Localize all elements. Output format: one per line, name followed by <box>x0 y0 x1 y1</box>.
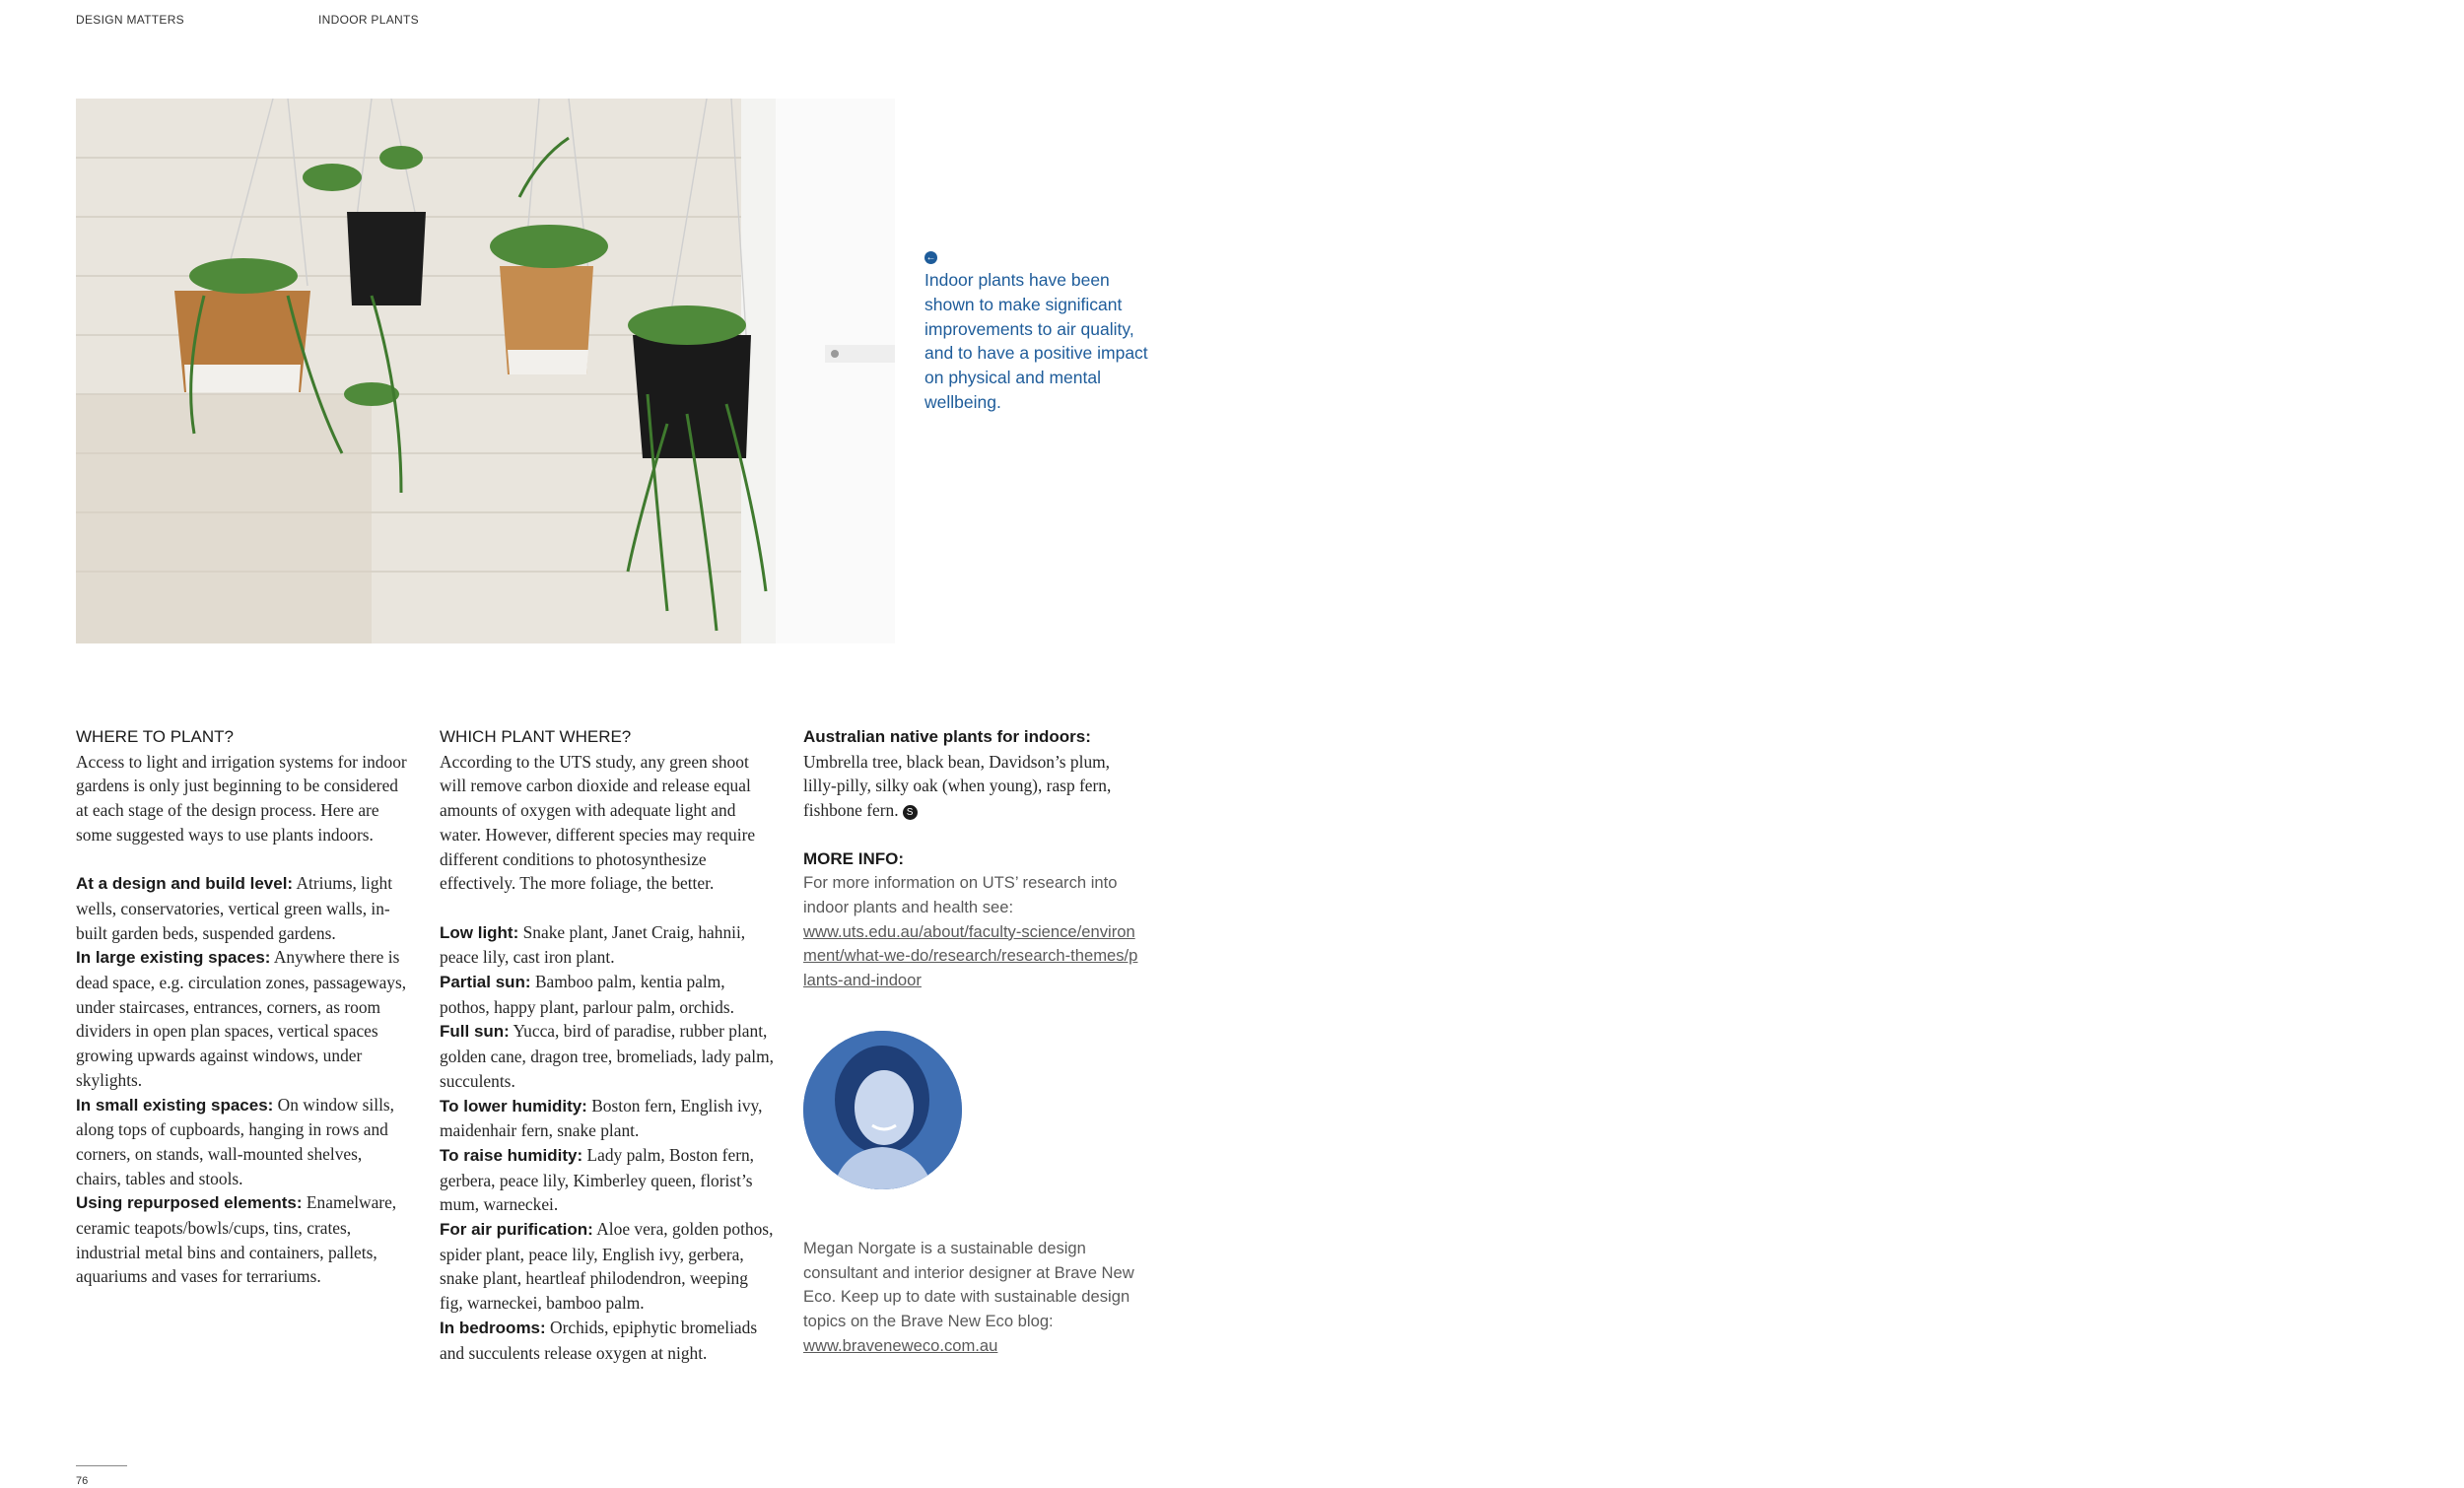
item-label: To lower humidity: <box>440 1096 587 1116</box>
caption-text: Indoor plants have been shown to make significant improvements to air quality, and to have a positive impact on physical and mental wellbeing. <box>924 270 1148 412</box>
which-plant-intro: According to the UTS study, any green shoot will remove carbon dioxide and release equal amounts of oxygen with adequate light and water. However, different species may require different conditions to photosynthesize effectively. The more foliage, the better. <box>440 751 756 894</box>
list-item: Partial sun: Bamboo palm, kentia palm, pothos, happy plant, parlour palm, orchids. <box>440 972 734 1017</box>
uts-research-link[interactable]: www.uts.edu.au/about/faculty-science/environment/what-we-do/research/research-themes/plants-and-indoor <box>803 921 1138 990</box>
hanging-plants-photo <box>76 99 895 643</box>
footer-rule <box>76 1465 127 1466</box>
arrow-left-icon: ← <box>925 252 936 263</box>
list-item: Full sun: Yucca, bird of paradise, rubber plant, golden cane, dragon tree, bromeliads, lady palm, succulents. <box>440 1021 774 1091</box>
natives-text-block <box>803 750 1138 823</box>
where-to-plant-column <box>76 725 411 1289</box>
which-plant-heading: WHICH PLANT WHERE? <box>440 727 632 746</box>
author-bio <box>803 1237 1138 1359</box>
list-item: At a design and build level: Atriums, light wells, conservatories, vertical green walls, in-built garden beds, suspended gardens. <box>76 873 393 943</box>
list-item: To lower humidity: Boston fern, English ivy, maidenhair fern, snake plant. <box>440 1095 763 1141</box>
item-label: For air purification: <box>440 1220 593 1240</box>
list-item: In large existing spaces: Anywhere there is dead space, e.g. circulation zones, passageways, under staircases, entrances, corners, as room dividers in open plan spaces, vertical spaces growing upwards against windows, under skylights. <box>76 947 407 1090</box>
list-item: To raise humidity: Lady palm, Boston fern, gerbera, peace lily, Kimberley queen, florist’s mum, warneckei. <box>440 1144 755 1215</box>
list-item: For air purification: Aloe vera, golden pothos, spider plant, peace lily, English ivy, gerbera, snake plant, heartleaf philodendron, weeping fig, warneckei, bamboo palm. <box>440 1219 774 1314</box>
photo-caption <box>924 242 1161 415</box>
list-item: Low light: Snake plant, Janet Craig, hahnii, peace lily, cast iron plant. <box>440 921 746 968</box>
item-label: In small existing spaces: <box>76 1095 274 1115</box>
page-number: 76 <box>76 1475 89 1487</box>
item-label: Low light: <box>440 922 519 942</box>
end-mark-icon: S <box>903 805 918 820</box>
braveneweco-link[interactable]: www.braveneweco.com.au <box>803 1335 998 1355</box>
where-to-plant-intro: Access to light and irrigation systems for indoor gardens is only just beginning to be considered at each stage of the design process. Here are some suggested ways to use plants indoors. <box>76 751 407 845</box>
which-plant-where-column <box>440 725 775 1365</box>
item-label: Full sun: <box>440 1022 510 1042</box>
item-label: At a design and build level: <box>76 874 294 894</box>
topic-header: INDOOR PLANTS <box>318 13 419 27</box>
more-info-text: For more information on UTS’ research into indoor plants and health see: <box>803 873 1118 916</box>
author-bio-text: Megan Norgate is a sustainable design consultant and interior designer at Brave New Eco. Keep up to date with sustainable design topics on the Brave New Eco blog: <box>803 1239 1134 1331</box>
item-label: Partial sun: <box>440 973 531 992</box>
natives-text: Umbrella tree, black bean, Davidson’s plum, lilly-pilly, silky oak (when young), rasp fern, fishbone fern. <box>803 751 1112 821</box>
list-item: In bedrooms: Orchids, epiphytic bromeliads and succulents release oxygen at night. <box>440 1317 758 1363</box>
item-label: In large existing spaces: <box>76 948 271 968</box>
natives-heading: Australian native plants for indoors: <box>803 727 1091 746</box>
item-label: In bedrooms: <box>440 1318 546 1337</box>
author-avatar <box>803 1031 962 1189</box>
more-info-heading: MORE INFO: <box>803 848 904 868</box>
item-label: Using repurposed elements: <box>76 1193 303 1213</box>
natives-info-column <box>803 725 1138 993</box>
section-header: DESIGN MATTERS <box>76 13 184 27</box>
list-item: Using repurposed elements: Enamelware, ceramic teapots/bowls/cups, tins, crates, industrial metal bins and containers, pallets, aquariums and vases for terrariums. <box>76 1192 397 1287</box>
item-label: To raise humidity: <box>440 1145 583 1165</box>
list-item: In small existing spaces: On window sills, along tops of cupboards, hanging in rows and corners, on stands, wall-mounted shelves, chairs, tables and stools. <box>76 1094 395 1188</box>
where-to-plant-heading: WHERE TO PLANT? <box>76 727 234 746</box>
